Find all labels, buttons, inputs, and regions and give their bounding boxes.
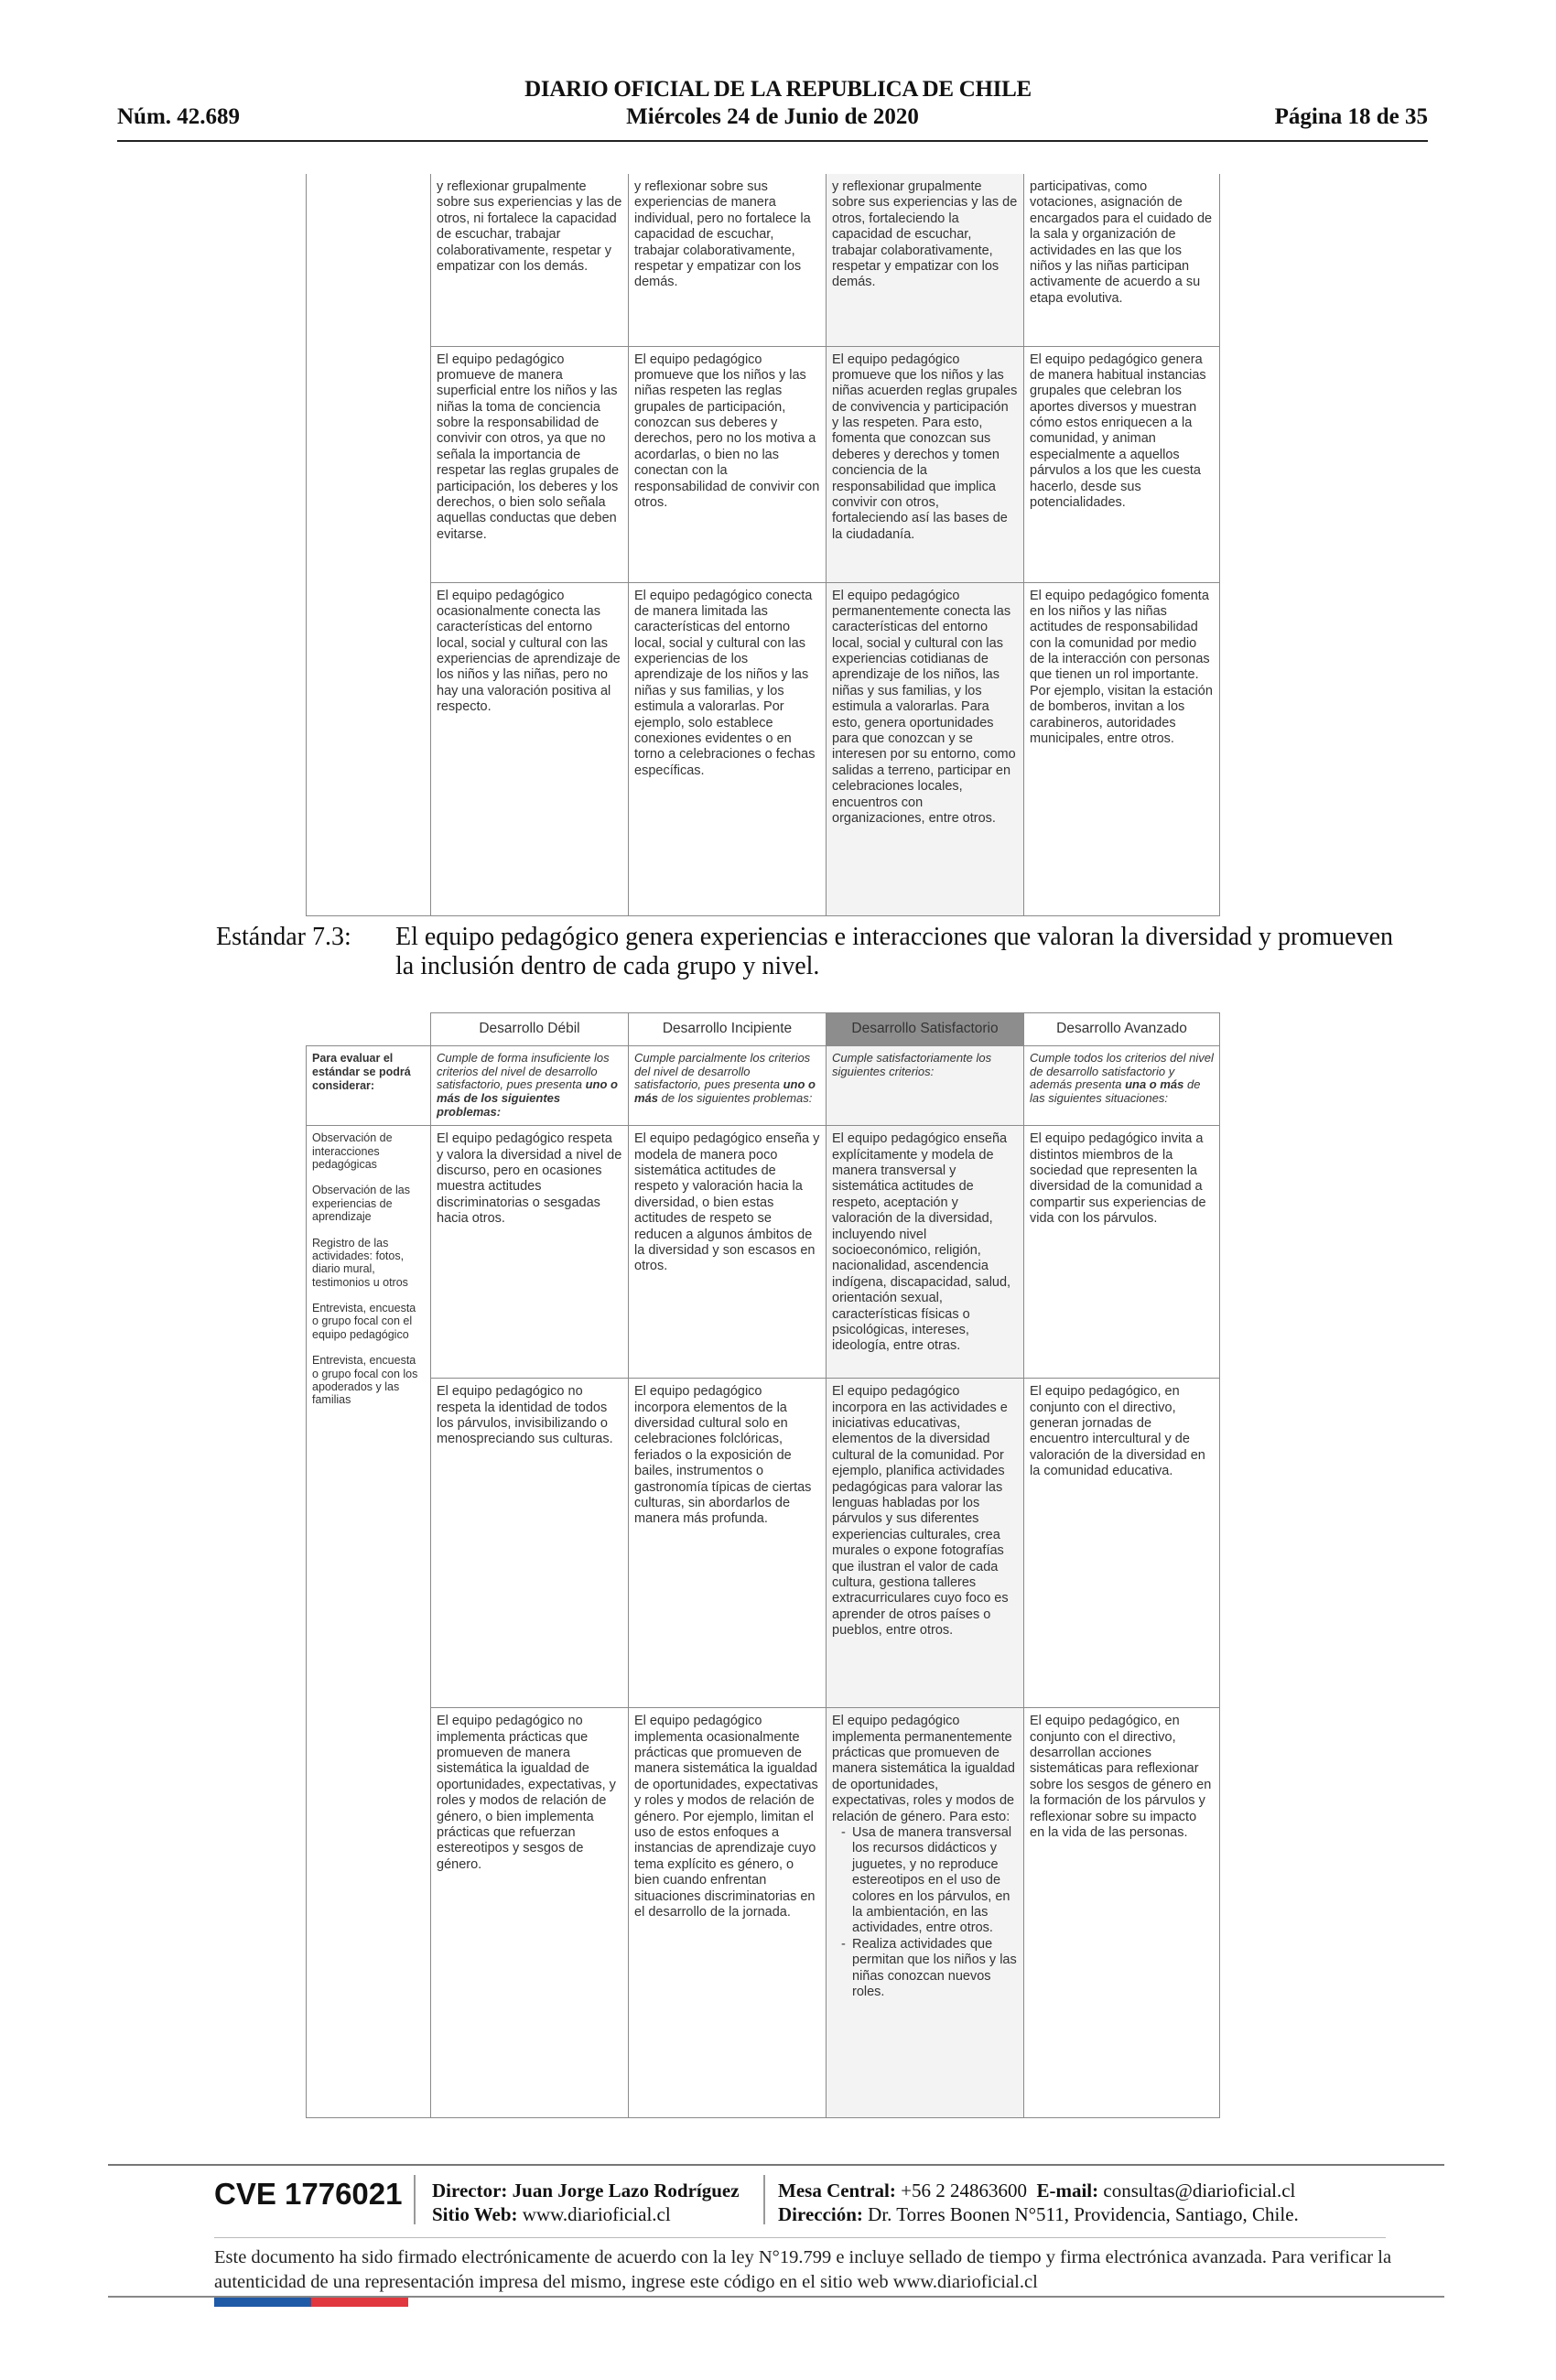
address-label: Dirección: xyxy=(778,2203,863,2226)
cell-incipiente: El equipo pedagógico promueve que los niños y las niñas respeten las reglas grupales de participación, conozcan sus deberes y derechos, pero no los motiva a acordarlas, o bien no las conectan con la responsabilidad de convivir con otros. xyxy=(629,346,827,582)
flag-stripe-blue xyxy=(214,2298,311,2307)
list-item: - Usa de manera transversal los recursos didácticos y juguetes, y no reproduce estereotipos en el uso de colores en los párvulos, en la ambientación, en las actividades, entre otros. xyxy=(832,1825,1018,1937)
cell-incipiente: El equipo pedagógico enseña y modela de manera poco sistemática actitudes de respeto y valoración hacia la diversidad, o bien estas actitudes de respeto se reducen a algunos ámbitos de la diversidad y son escasos en otros. xyxy=(629,1126,827,1379)
standard-label: Estándar 7.3: xyxy=(216,923,351,951)
table-row xyxy=(307,1126,1220,1379)
cell-avanzado: El equipo pedagógico, en conjunto con el directivo, generan jornadas de encuentro intercultural y de valoración de la diversidad en la comunidad educativa. xyxy=(1024,1379,1220,1708)
criteria-row xyxy=(307,1045,1220,1126)
flag-stripe-red xyxy=(311,2298,408,2307)
evaluation-label: Para evaluar el estándar se podrá considerar: xyxy=(307,1045,431,1126)
page-number: Página 18 de 35 xyxy=(1274,104,1428,129)
address: Dr. Torres Boonen N°511, Providencia, Santiago, Chile. xyxy=(868,2203,1299,2226)
criteria-incipiente: Cumple parcialmente los criterios del nivel de desarrollo satisfactorio, pues presenta uno o más de los siguientes problemas: xyxy=(629,1045,827,1126)
email-link[interactable]: consultas@diarioficial.cl xyxy=(1103,2180,1296,2202)
cell-avanzado: participativas, como votaciones, asignación de encargados para el cuidado de la sala y organización de actividades en las que los niños y las niñas participan activamente de acuerdo a su etapa evolutiva. xyxy=(1024,174,1220,346)
footer-contact-block xyxy=(778,2179,1299,2227)
evaluation-sources-cell xyxy=(307,174,431,915)
table-row xyxy=(307,174,1220,346)
cell-incipiente: El equipo pedagógico implementa ocasionalmente prácticas que promueven de manera sistemática la igualdad de oportunidades, expectativas y roles y modos de relación de género. Por ejemplo, limitan el uso de estos enfoques a instancias de aprendizaje cuyo tema explícito es género, o bien cuando enfrentan situaciones discriminatorias en el desarrollo de la jornada. xyxy=(629,1708,827,2118)
source-item: Entrevista, encuesta o grupo focal con los apoderados y las familias xyxy=(312,1354,418,1407)
cell-incipiente: y reflexionar sobre sus experiencias de manera individual, pero no fortalece la capacidad de escuchar, trabajar colaborativamente, respetar y empatizar con los demás. xyxy=(629,174,827,346)
standard-table-continued xyxy=(306,174,1220,916)
phone-number: +56 2 24863600 xyxy=(901,2180,1027,2202)
column-header-incipiente: Desarrollo Incipiente xyxy=(629,1013,827,1046)
cell-satisfactorio xyxy=(827,1708,1024,2118)
cell-satisfactorio-intro: El equipo pedagógico implementa permanentemente prácticas que promueven de manera sistemática la igualdad de oportunidades, expectativas, roles y modos de relación de género. Para esto: xyxy=(832,1714,1015,1824)
cell-debil: El equipo pedagógico no respeta la identidad de todos los párvulos, invisibilizando o menospreciando sus culturas. xyxy=(431,1379,629,1708)
cell-incipiente: El equipo pedagógico incorpora elementos de la diversidad cultural solo en celebraciones folclóricas, feriados o la exposición de bailes, instrumentos o gastronomía típicas de ciertas culturas, sin abordarlos de manera más profunda. xyxy=(629,1379,827,1708)
footer-separator xyxy=(763,2175,765,2224)
issue-number: Núm. 42.689 xyxy=(117,104,241,129)
standard-text: El equipo pedagógico genera experiencias e interacciones que valoran la diversidad y promueven la inclusión dentro de cada grupo y nivel. xyxy=(395,923,1393,981)
director-name: Juan Jorge Lazo Rodríguez xyxy=(512,2180,740,2202)
standard-7-3-table xyxy=(306,1012,1220,2118)
email-label: E-mail: xyxy=(1036,2180,1099,2202)
list-item: - Realiza actividades que permitan que los niños y las niñas conozcan nuevos roles. xyxy=(832,1937,1018,2001)
header-divider xyxy=(117,140,1428,142)
header-row xyxy=(307,1013,1220,1046)
cell-satisfactorio: El equipo pedagógico promueve que los niños y las niñas acuerden reglas grupales de convivencia y participación y las respeten. Para esto, fomenta que conozcan sus deberes y derechos y tomen conciencia de la responsabilidad que implica convivir con otros, fortaleciendo así las bases de la ciudadanía. xyxy=(827,346,1024,582)
criteria-satisfactorio: Cumple satisfactoriamente los siguientes criterios: xyxy=(827,1045,1024,1126)
footer-director-block xyxy=(432,2179,740,2227)
evaluation-sources xyxy=(307,1126,431,2118)
table-row xyxy=(307,1708,1220,2118)
cell-satisfactorio: El equipo pedagógico enseña explícitamente y modela de manera transversal y sistemática actitudes de respeto, aceptación y valoración de la diversidad, incluyendo nivel socioeconómico, religión, nacionalidad, ascendencia indígena, discapacidad, salud, orientación sexual, características físicas o psicológicas, intereses, ideología, entre otras. xyxy=(827,1126,1024,1379)
table-row xyxy=(307,1379,1220,1708)
cell-debil: El equipo pedagógico respeta y valora la diversidad a nivel de discurso, pero en ocasiones muestra actitudes discriminatorias o sesgadas hacia otros. xyxy=(431,1126,629,1379)
cell-incipiente: El equipo pedagógico conecta de manera limitada las características del entorno local, social y cultural con las experiencias de los aprendizaje de los niños y las niñas y sus familias, y los estimula a valorarlas. Por ejemplo, solo establece conexiones evidentes o en torno a celebraciones o fechas específicas. xyxy=(629,582,827,915)
cell-avanzado: El equipo pedagógico fomenta en los niños y las niñas actitudes de responsabilidad con la comunidad por medio de la interacción con personas que tienen un rol importante. Por ejemplo, visitan la estación de bomberos, invitan a los carabineros, autoridades municipales, entre otros. xyxy=(1024,582,1220,915)
empty-header xyxy=(307,1013,431,1046)
source-item: Observación de las experiencias de aprendizaje xyxy=(312,1184,411,1224)
table-row xyxy=(307,346,1220,582)
cell-debil: El equipo pedagógico promueve de manera superficial entre los niños y las niñas la toma de conciencia sobre la responsabilidad de convivir con otros, ya que no señala la importancia de respetar las reglas grupales de participación, los deberes y los derechos, o bien solo señala aquellas conductas que deben evitarse. xyxy=(431,346,629,582)
column-header-debil: Desarrollo Débil xyxy=(431,1013,629,1046)
column-header-avanzado: Desarrollo Avanzado xyxy=(1024,1013,1220,1046)
cve-code: CVE 1776021 xyxy=(214,2177,403,2211)
source-item: Observación de interacciones pedagógicas xyxy=(312,1131,393,1172)
footer-thin-divider xyxy=(214,2237,1386,2238)
source-item: Registro de las actividades: fotos, diario mural, testimonios u otros xyxy=(312,1236,408,1289)
cell-debil: y reflexionar grupalmente sobre sus experiencias y las de otros, ni fortalece la capacidad de escuchar, trabajar colaborativamente, respetar y empatizar con los demás. xyxy=(431,174,629,346)
issue-date: Miércoles 24 de Junio de 2020 xyxy=(626,104,919,129)
footer-divider xyxy=(108,2164,1444,2166)
column-header-satisfactorio: Desarrollo Satisfactorio xyxy=(827,1013,1024,1046)
footer-separator xyxy=(414,2175,416,2224)
cell-avanzado: El equipo pedagógico, en conjunto con el directivo, desarrollan acciones sistemáticas para reflexionar sobre los sesgos de género en la formación de los párvulos y reflexionar sobre su impacto en la vida de las personas. xyxy=(1024,1708,1220,2118)
cell-satisfactorio: y reflexionar grupalmente sobre sus experiencias y las de otros, fortaleciendo la capacidad de escuchar, trabajar colaborativamente, respetar y empatizar con los demás. xyxy=(827,174,1024,346)
cell-debil: El equipo pedagógico ocasionalmente conecta las características del entorno local, social y cultural con las experiencias de aprendizaje de los niños y las niñas, pero no hay una valoración positiva al respecto. xyxy=(431,582,629,915)
cell-avanzado: El equipo pedagógico invita a distintos miembros de la sociedad que representen la diversidad de la comunidad a compartir sus experiencias de vida con los párvulos. xyxy=(1024,1126,1220,1379)
table-row xyxy=(307,582,1220,915)
newspaper-title: DIARIO OFICIAL DE LA REPUBLICA DE CHILE xyxy=(524,77,1032,102)
website-label: Sitio Web: xyxy=(432,2203,518,2226)
website-link[interactable]: www.diarioficial.cl xyxy=(522,2203,671,2226)
director-label: Director: xyxy=(432,2180,508,2202)
criteria-avanzado: Cumple todos los criterios del nivel de desarrollo satisfactorio y además presenta una o más de las siguientes situaciones: xyxy=(1024,1045,1220,1126)
legal-notice: Este documento ha sido firmado electrónicamente de acuerdo con la ley N°19.799 e incluye sellado de tiempo y firma electrónica avanzada. Para verificar la autenticidad de una representación impresa del mismo, ingrese este código en el sitio web www.diarioficial.cl xyxy=(214,2247,1392,2292)
cell-avanzado: El equipo pedagógico genera de manera habitual instancias grupales que celebran los aportes diversos y muestran cómo estos enriquecen a la comunidad, y animan especialmente a aquellos párvulos a los que les cuesta hacerlo, desde sus potencialidades. xyxy=(1024,346,1220,582)
criteria-debil: Cumple de forma insuficiente los criterios del nivel de desarrollo satisfactorio, pues presenta uno o más de los siguientes problemas: xyxy=(431,1045,629,1126)
practices-list xyxy=(832,1825,1018,2000)
source-item: Entrevista, encuesta o grupo focal con el equipo pedagógico xyxy=(312,1302,416,1341)
cell-debil: El equipo pedagógico no implementa prácticas que promueven de manera sistemática la igualdad de oportunidades, expectativas, y roles y modos de relación de género, o bien implementa prácticas que refuerzan estereotipos y sesgos de género. xyxy=(431,1708,629,2118)
phone-label: Mesa Central: xyxy=(778,2180,896,2202)
cell-satisfactorio: El equipo pedagógico incorpora en las actividades e iniciativas educativas, elementos de la diversidad cultural de la comunidad. Por ejemplo, planifica actividades pedagógicas para valorar las lenguas habladas por los párvulos y sus diferentes experiencias culturales, crea murales o expone fotografías que ilustran el valor de cada cultura, gestiona talleres extracurriculares cuyo foco es aprender de otros países o pueblos, entre otros. xyxy=(827,1379,1024,1708)
header-row xyxy=(117,104,1428,135)
cell-satisfactorio: El equipo pedagógico permanentemente conecta las características del entorno local, social y cultural con las experiencias cotidianas de aprendizaje de los niños, las niñas y sus familias, y los estimula a valorarlas. Para esto, genera oportunidades para que conozcan y se interesen por su entorno, como salidas a terreno, participar en celebraciones locales, encuentros con organizaciones, entre otros. xyxy=(827,582,1024,915)
